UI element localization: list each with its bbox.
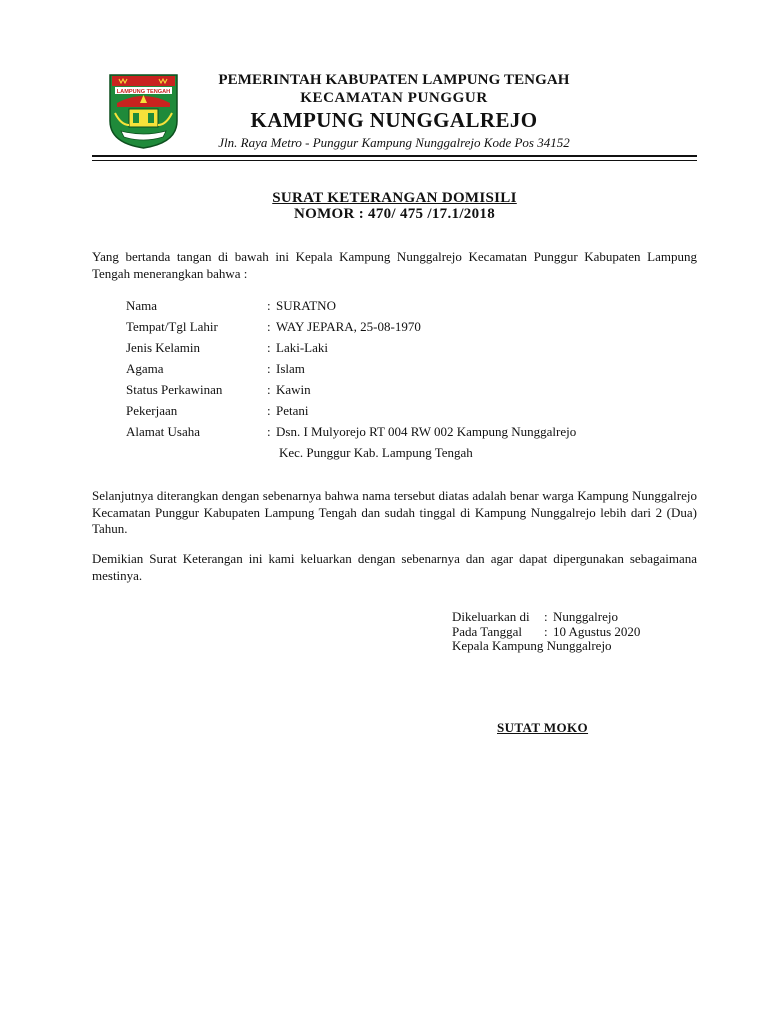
government-name: PEMERINTAH KABUPATEN LAMPUNG TENGAH (218, 72, 570, 88)
letterhead (188, 71, 600, 152)
position-text: Kepala Kampung Nunggalrejo (452, 638, 612, 653)
letterhead-thick-rule (92, 155, 697, 157)
issued-label: Dikeluarkan di (452, 609, 530, 624)
document-heading (92, 190, 697, 223)
crest-caption: LAMPUNG TENGAH (116, 89, 171, 95)
field-value: Kec. Punggur Kab. Lampung Tengah (279, 445, 473, 460)
field-colon: : (267, 424, 271, 439)
field-label: Jenis Kelamin (126, 340, 201, 355)
regency-crest-icon (107, 73, 180, 149)
field-label: Alamat Usaha (126, 424, 201, 439)
issued-value: Nunggalrejo (553, 609, 618, 624)
field-value: Petani (276, 403, 309, 418)
field-label: Status Perkawinan (126, 382, 223, 397)
issued-colon: : (544, 609, 548, 624)
field-label: Tempat/Tgl Lahir (126, 319, 218, 334)
field-value: Kawin (276, 382, 311, 397)
date-value: 10 Agustus 2020 (553, 623, 641, 639)
intro-paragraph: Yang bertanda tangan di bawah ini Kepala Kampung Nunggalrejo Kecamatan Punggur Kabupaten Lampung Tengah menerangkan bahwa : (92, 249, 697, 281)
field-colon: : (267, 361, 271, 376)
signer-name: SUTAT MOKO (497, 720, 589, 735)
field-value: SURATNO (276, 298, 336, 313)
field-colon: : (267, 403, 271, 418)
letterhead-thin-rule (92, 160, 697, 161)
statement-paragraph: Selanjutnya diterangkan dengan sebenarnya bahwa nama tersebut diatas adalah benar warga Kampung Nunggalrejo Kecamatan Punggur Kabupaten Lampung Tengah dan sudah tinggal di Kampung Nunggalrejo lebih dari 2 (Dua) Tahun. (92, 488, 697, 536)
district-name: KECAMATAN PUNGGUR (300, 90, 488, 106)
village-name: KAMPUNG NUNGGALREJO (250, 108, 538, 132)
field-label: Agama (126, 361, 164, 376)
document-title: SURAT KETERANGAN DOMISILI (272, 190, 517, 206)
document-number: NOMOR : 470/ 475 /17.1/2018 (293, 206, 495, 222)
field-colon: : (267, 319, 271, 334)
office-address: Jln. Raya Metro - Punggur Kampung Nunggalrejo Kode Pos 34152 (218, 135, 570, 150)
field-value: Dsn. I Mulyorejo RT 004 RW 002 Kampung Nunggalrejo (276, 424, 577, 439)
closing-paragraph: Demikian Surat Keterangan ini kami keluarkan dengan sebenarnya dan agar dapat dipergunakan sebagaimana mestinya. (92, 551, 697, 583)
field-colon: : (267, 298, 271, 313)
field-value: Islam (276, 361, 305, 376)
field-label: Pekerjaan (126, 403, 178, 418)
date-colon: : (544, 623, 548, 639)
field-value: WAY JEPARA, 25-08-1970 (276, 319, 421, 334)
field-colon: : (267, 382, 271, 397)
field-value: Laki-Laki (276, 340, 328, 355)
field-colon: : (267, 340, 271, 355)
date-label: Pada Tanggal (452, 623, 522, 639)
field-label: Nama (126, 298, 158, 313)
